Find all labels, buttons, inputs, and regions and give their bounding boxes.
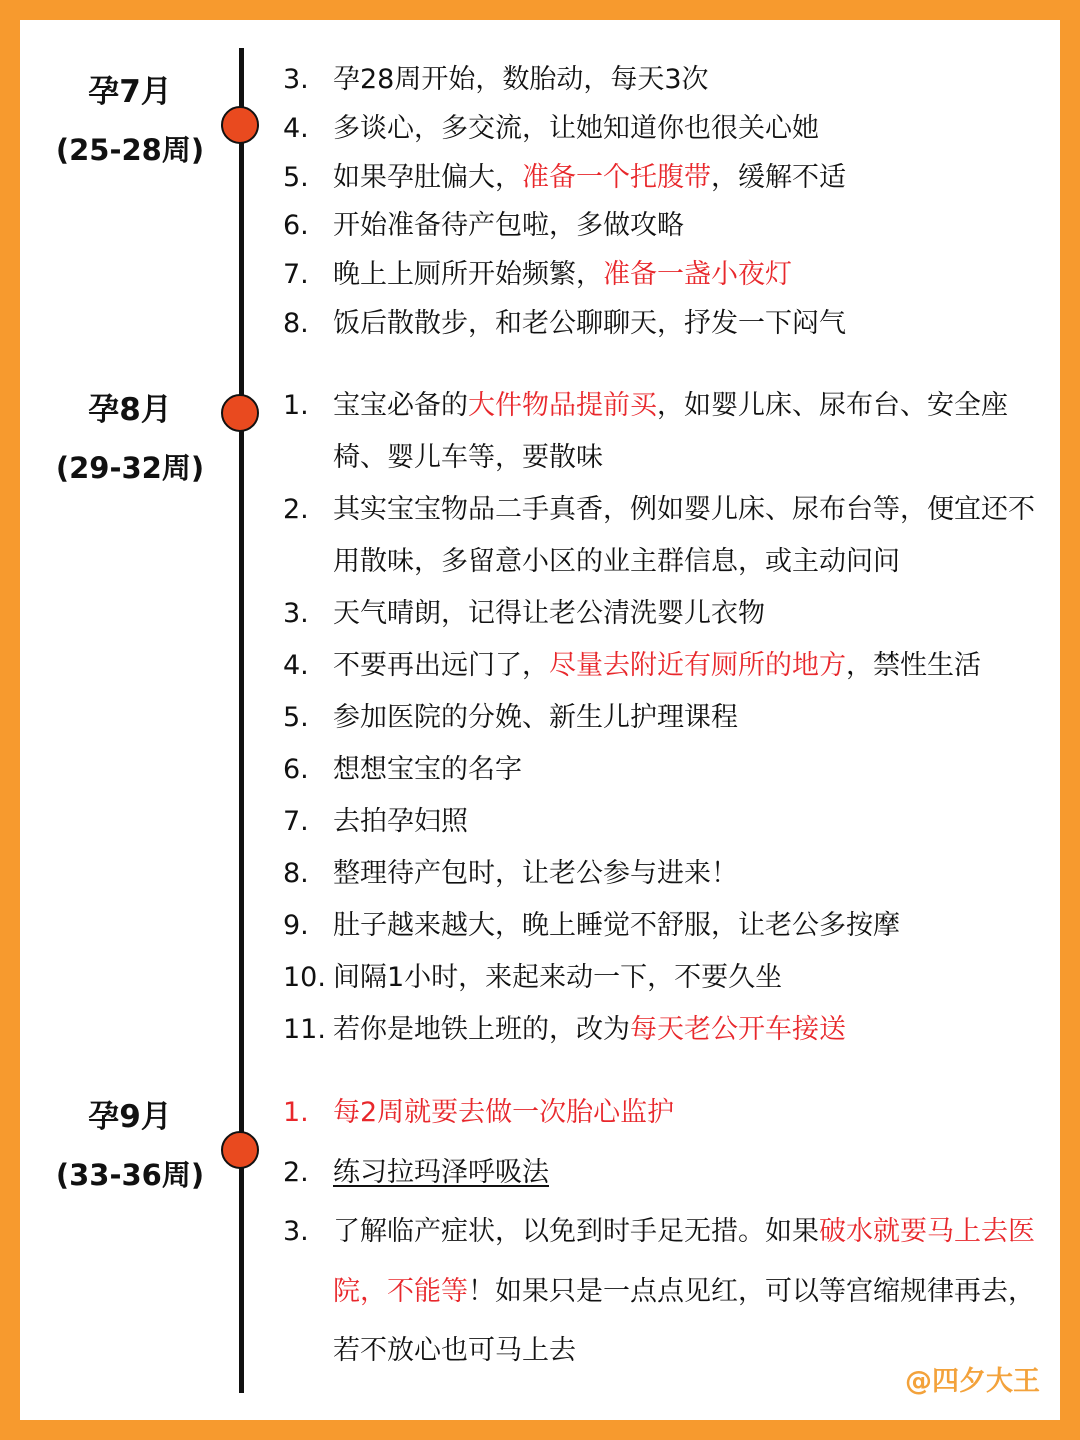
- item-number: 11.: [283, 1014, 326, 1045]
- item-number: 1.: [283, 1097, 309, 1128]
- item-text: [333, 848, 1043, 900]
- item-text-segment: 多谈心，多交流，让她知道你也很关心她: [333, 112, 819, 144]
- item-text: [333, 900, 1043, 952]
- item-text: [333, 640, 1043, 692]
- item-text: [333, 56, 1043, 105]
- list-item: [283, 484, 1043, 588]
- item-number: 8.: [283, 858, 309, 889]
- month9-list: [283, 1083, 1043, 1381]
- item-text-segment: 间隔1小时，来起来动一下，不要久坐: [333, 962, 783, 993]
- item-text-segment: 想想宝宝的名字: [333, 754, 522, 785]
- month7-list: [283, 56, 1043, 349]
- highlighted-text: 尽量去附近有厕所的地方: [549, 650, 846, 681]
- item-number: 8.: [283, 307, 309, 339]
- item-number: 4.: [283, 112, 309, 144]
- list-item: [283, 1083, 1043, 1143]
- list-item: [283, 1004, 1043, 1056]
- item-text: [333, 105, 1043, 154]
- item-text: [333, 796, 1043, 848]
- item-text: [333, 251, 1043, 300]
- month8-title: 孕8月: [88, 392, 172, 428]
- list-item: [283, 640, 1043, 692]
- item-text-segment: 了解临产症状，以免到时手足无措。如果: [333, 1216, 819, 1247]
- item-text: [333, 744, 1043, 796]
- item-number: 7.: [283, 806, 309, 837]
- item-number: 3.: [283, 1216, 309, 1247]
- item-text: [333, 300, 1043, 349]
- list-item: [283, 1202, 1043, 1381]
- list-item: [283, 56, 1043, 105]
- item-text: [333, 952, 1043, 1004]
- item-number: 10.: [283, 962, 326, 993]
- item-text-segment: 不要再出远门了，: [333, 650, 549, 681]
- item-text: [333, 1143, 1043, 1203]
- item-number: 3.: [283, 598, 309, 629]
- item-text-segment: 整理待产包时，让老公参与进来！: [333, 858, 738, 889]
- watermark: @四夕大王: [905, 1366, 1040, 1397]
- month9-label: [30, 1095, 230, 1197]
- item-text: [333, 202, 1043, 251]
- highlighted-text: 准备一盏小夜灯: [603, 259, 792, 291]
- item-number: 1.: [283, 390, 309, 421]
- item-text-segment: 肚子越来越大，晚上睡觉不舒服，让老公多按摩: [333, 910, 900, 941]
- item-text-segment: 开始准备待产包啦，多做攻略: [333, 210, 684, 242]
- highlighted-text: 准备一个托腹带: [522, 161, 711, 193]
- item-number: 9.: [283, 910, 309, 941]
- item-text-segment: ，禁性生活: [846, 650, 981, 681]
- item-text-segment: 晚上上厕所开始频繁，: [333, 259, 603, 291]
- list-item: [283, 796, 1043, 848]
- item-text-segment: ，如婴儿床、尿布台、安全座椅、婴儿车等，要散味: [333, 390, 1008, 473]
- list-item: [283, 588, 1043, 640]
- list-item: [283, 251, 1043, 300]
- month8-list: [283, 380, 1043, 1056]
- item-text-segment: 如果孕肚偏大，: [333, 161, 522, 193]
- item-text-segment: ！如果只是一点点见红，可以等宫缩规律再去，若不放心也可马上去: [333, 1275, 1035, 1366]
- month7-label: [30, 70, 230, 172]
- list-item: [283, 105, 1043, 154]
- item-number: 2.: [283, 494, 309, 525]
- item-text-segment: 天气晴朗，记得让老公清洗婴儿衣物: [333, 598, 765, 629]
- item-number: 6.: [283, 210, 309, 242]
- item-text-segment: 参加医院的分娩、新生儿护理课程: [333, 702, 738, 733]
- item-text: [333, 380, 1043, 484]
- month8-weeks: (29-32周): [55, 451, 205, 485]
- timeline-line: [239, 48, 244, 1393]
- month7-title: 孕7月: [88, 74, 172, 110]
- highlighted-text: 大件物品提前买: [468, 390, 657, 421]
- item-text: [333, 1083, 1043, 1143]
- month9-title: 孕9月: [88, 1099, 172, 1135]
- item-text-segment: 饭后散散步，和老公聊聊天，抒发一下闷气: [333, 307, 846, 339]
- list-item: [283, 692, 1043, 744]
- item-number: 5.: [283, 161, 309, 193]
- month7-weeks: (25-28周): [55, 133, 205, 167]
- item-text: [333, 484, 1043, 588]
- item-text: [333, 588, 1043, 640]
- content-card: [20, 20, 1060, 1420]
- month8-label: [30, 388, 230, 490]
- item-text: [333, 1004, 1043, 1056]
- item-number: 4.: [283, 650, 309, 681]
- item-number: 6.: [283, 754, 309, 785]
- item-text: [333, 692, 1043, 744]
- highlighted-text: 破水就要马上去医院，不能等: [333, 1216, 1035, 1307]
- highlighted-text: 每2周就要去做一次胎心监护: [333, 1097, 675, 1128]
- item-text: [333, 1202, 1043, 1381]
- list-item: [283, 744, 1043, 796]
- month9-weeks: (33-36周): [55, 1158, 205, 1192]
- item-number: 5.: [283, 702, 309, 733]
- item-text-segment: 宝宝必备的: [333, 390, 468, 421]
- list-item: [283, 952, 1043, 1004]
- list-item: [283, 154, 1043, 203]
- list-item: [283, 900, 1043, 952]
- item-text-segment: 孕28周开始，数胎动，每天3次: [333, 64, 709, 95]
- item-text-segment: 去拍孕妇照: [333, 806, 468, 837]
- list-item: [283, 848, 1043, 900]
- list-item: [283, 202, 1043, 251]
- item-text-segment: 其实宝宝物品二手真香，例如婴儿床、尿布台等，便宜还不用散味，多留意小区的业主群信息，或主动问问: [333, 494, 1035, 577]
- list-item: [283, 300, 1043, 349]
- item-number: 2.: [283, 1156, 309, 1188]
- item-text-segment: ，缓解不适: [711, 161, 846, 193]
- item-number: 3.: [283, 64, 309, 95]
- item-number: 7.: [283, 259, 309, 291]
- item-text: [333, 154, 1043, 203]
- item-text-segment: 练习拉玛泽呼吸法: [333, 1156, 549, 1188]
- item-text-segment: 若你是地铁上班的，改为: [333, 1014, 630, 1045]
- list-item: [283, 380, 1043, 484]
- highlighted-text: 每天老公开车接送: [630, 1014, 846, 1045]
- list-item: [283, 1143, 1043, 1203]
